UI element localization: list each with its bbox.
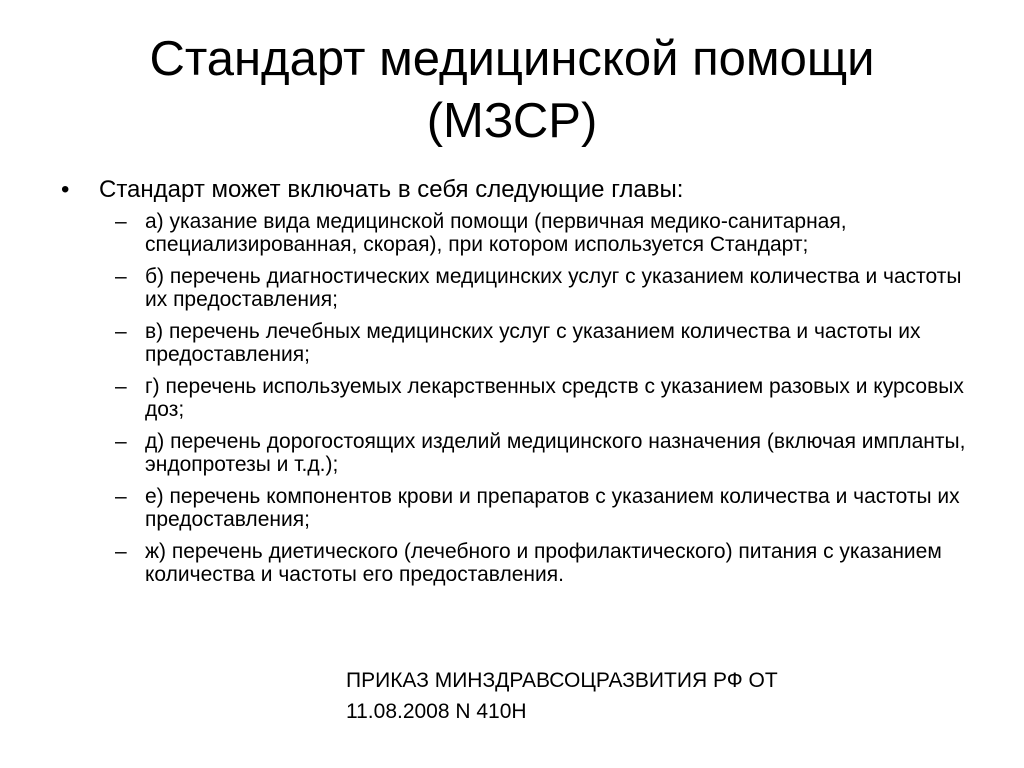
list-item [55,320,975,366]
dash-icon: – [115,265,127,288]
dash-icon: – [115,210,127,233]
title-line-1: Стандарт медицинской помощи [149,32,875,86]
dash-icon: – [115,430,127,453]
dash-icon: – [115,375,127,398]
bullet-dot-icon: • [61,176,70,203]
list-item [55,430,975,476]
order-reference [346,665,906,727]
list-item-text: а) указание вида медицинской помощи (первичная медико-санитарная, специализированная, скорая), при котором используется Стандарт; [145,210,847,256]
list-item-text: б) перечень диагностических медицинских услуг с указанием количества и частоты их предоставления; [145,265,962,311]
dash-icon: – [115,320,127,343]
dash-icon: – [115,540,127,563]
list-item [55,265,975,311]
chapter-list [55,210,975,586]
slide-content [55,176,975,595]
order-line-1: ПРИКАЗ МИНЗДРАВСОЦРАЗВИТИЯ РФ ОТ [346,669,778,692]
list-item-text: ж) перечень диетического (лечебного и профилактического) питания с указанием количества и частоты его предоставления. [145,540,942,586]
order-line-2: 11.08.2008 N 410Н [346,700,527,723]
main-bullet-text: Стандарт может включать в себя следующие главы: [99,176,684,203]
list-item-text: в) перечень лечебных медицинских услуг с указанием количества и частоты их предоставления; [145,320,921,366]
main-bullet [55,176,975,204]
title-line-2: (МЗСР) [426,94,598,148]
dash-icon: – [115,485,127,508]
list-item-text: г) перечень используемых лекарственных средств с указанием разовых и курсовых доз; [145,375,964,421]
list-item-text: е) перечень компонентов крови и препаратов с указанием количества и частоты их предоставления; [145,485,960,531]
list-item [55,210,975,256]
list-item [55,485,975,531]
list-item [55,375,975,421]
list-item-text: д) перечень дорогостоящих изделий медицинского назначения (включая импланты, эндопротезы и т.д.); [145,430,966,476]
slide-title [40,28,984,152]
list-item [55,540,975,586]
